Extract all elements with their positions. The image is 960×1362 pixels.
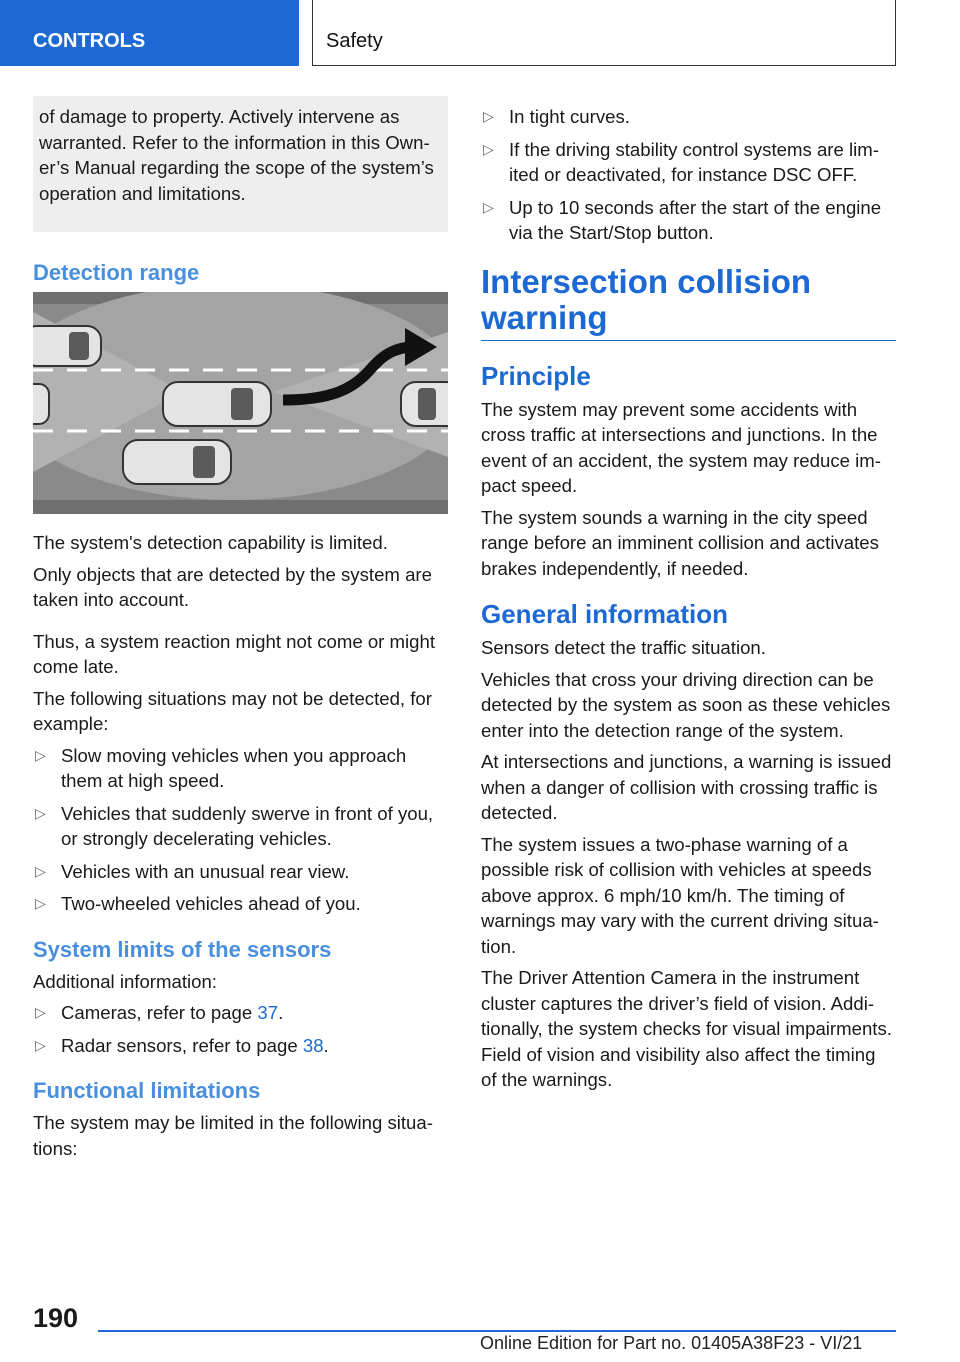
principle-paragraph-2: The system sounds a warning in the city speed range before an imminent collision and activates brakes independently, if needed. [481, 506, 879, 579]
principle-heading: Principle [481, 360, 591, 391]
page-link-37[interactable]: 37 [257, 1002, 279, 1023]
list-item: ▷ Up to 10 seconds after the start of the engine via the Start/Stop button. [483, 196, 882, 243]
section-title: Intersection collision warning [481, 264, 896, 341]
bullet-triangle-icon: ▷ [483, 140, 494, 157]
bullet-triangle-icon: ▷ [35, 862, 46, 879]
bullet-triangle-icon: ▷ [35, 804, 46, 821]
general-info-heading: General information [481, 599, 729, 629]
detection-list [33, 743, 448, 917]
general-paragraph-2: Vehicles that cross your driving direction can be detected by the system as soon as these vehicles enter into the detection range of the system. [481, 668, 891, 741]
bullet-triangle-icon: ▷ [35, 1036, 46, 1053]
chapter-tab: Safety [312, 0, 896, 66]
general-paragraph-3: At intersections and junctions, a warning is issued when a danger of collision with crossing traffic is detected. [481, 751, 892, 823]
functional-limitations-heading: Functional limitations [33, 1078, 261, 1103]
sensor-list [33, 1000, 448, 1058]
bullet-triangle-icon: ▷ [483, 198, 494, 215]
detection-paragraph-2: Only objects that are detected by the system are taken into account. [33, 563, 432, 610]
general-paragraph-1: Sensors detect the traffic situation. [481, 637, 766, 658]
bullet-triangle-icon: ▷ [483, 108, 494, 124]
sensor-intro: Additional information: [33, 970, 217, 992]
list-item: ▷ Radar sensors, refer to page 38. [33, 1033, 448, 1059]
edition-footer: Online Edition for Part no. 01405A38F23 - VI/21 [480, 1333, 863, 1353]
detection-paragraph-3: Thus, a system reaction might not come or might come late. [33, 630, 435, 677]
page-link-38[interactable]: 38 [302, 1034, 324, 1056]
limitations-list [481, 104, 896, 246]
list-item: ▷ Vehicles that suddenly swerve in front of you, or strongly decelerating vehicles. [35, 802, 434, 849]
note-box [33, 96, 448, 232]
left-column [33, 96, 448, 1167]
list-item: ▷ Slow moving vehicles when you approach them at high speed. [35, 744, 407, 791]
detection-paragraph-4: The following situations may not be detected, for example: [33, 687, 432, 734]
detection-range-heading: Detection range [33, 260, 200, 285]
sensor-limits-heading: System limits of the sensors [33, 936, 332, 962]
footer-divider [98, 1330, 896, 1332]
right-column [481, 96, 896, 1099]
detection-paragraph-1: The system's detection capability is limited. [33, 532, 388, 553]
functional-paragraph: The system may be limited in the following situations: [33, 1112, 433, 1159]
bullet-triangle-icon: ▷ [35, 895, 46, 911]
note-text: of damage to property. Actively intervene as warranted. Refer to the information in this Owner’s Manual regarding the scope of the system’s operation and limitations. [39, 106, 434, 204]
section-tab: CONTROLS [0, 0, 299, 66]
principle-paragraph-1: The system may prevent some accidents with cross traffic at intersections and junctions. In the event of an accident, the system may reduce impact speed. [481, 398, 881, 496]
bullet-triangle-icon: ▷ [35, 1004, 46, 1020]
list-item: ▷ If the driving stability control systems are limited or deactivated, for instance DSC OFF. [483, 138, 879, 185]
general-paragraph-4: The system issues a two-phase warning of a possible risk of collision with vehicles at speeds above approx. 6 mph/10 km/h. The timing of warnings may vary with the current driving situation. [481, 833, 879, 957]
list-item: ▷ Vehicles with an unusual rear view. [33, 859, 448, 885]
general-paragraph-5: The Driver Attention Camera in the instrument cluster captures the driver’s field of vision. Additionally, the system checks for visual impairments. Field of vision and visibility also affect the timing of the warnings. [481, 967, 892, 1090]
bullet-triangle-icon: ▷ [35, 746, 46, 763]
list-item: ▷ In tight curves. [481, 104, 896, 130]
list-item: ▷ Two-wheeled vehicles ahead of you. [33, 891, 448, 917]
list-item: ▷ Cameras, refer to page 37. [33, 1000, 448, 1026]
detection-range-illustration [33, 292, 448, 514]
page-number: 190 [33, 1303, 79, 1333]
